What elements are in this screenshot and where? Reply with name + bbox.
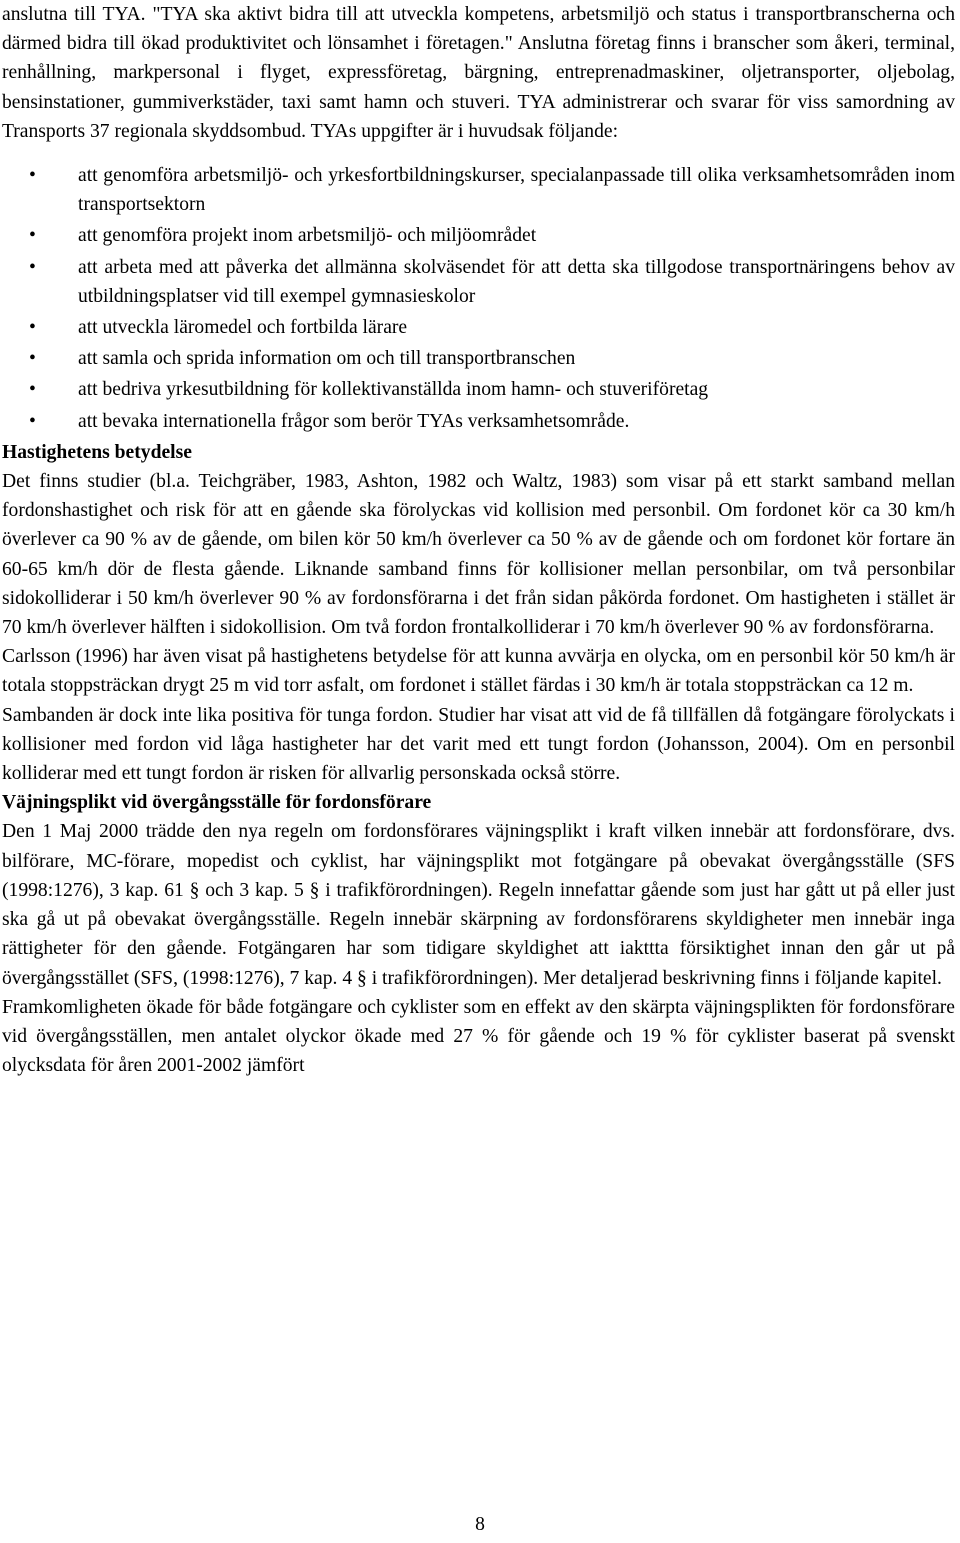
list-item-text: att genomföra arbetsmiljö- och yrkesfortbildningskurser, specialanpassade till olika verksamhetsområden inom transportsektorn — [78, 165, 955, 216]
list-item — [2, 161, 955, 219]
speed-paragraph-3: Sambanden är dock inte lika positiva för tunga fordon. Studier har visat att vid de få tillfällen då fotgängare förolyckats i kollisioner med fordon vid låga hastigheter har det varit med ett tungt fordon (Johansson, 2004). Om en personbil kolliderar med ett tungt fordon är risken för allvarlig personskada också större. — [2, 704, 955, 785]
speed-paragraph-2: Carlsson (1996) har även visat på hastighetens betydelse för att kunna avvärja en olycka, om en personbil kör 50 km/h är totala stoppsträckan drygt 25 m vid torr asfalt, om fordonet i stället färdas i 30 km/h är totala stoppsträckan ca 12 m. — [2, 646, 955, 697]
list-item — [2, 253, 955, 311]
bullet-icon: • — [29, 225, 36, 247]
document-page — [2, 0, 955, 1080]
bullet-icon: • — [29, 410, 36, 432]
list-item-text: att bevaka internationella frågor som berör TYAs verksamhetsområde. — [78, 410, 630, 432]
page-number: 8 — [475, 1514, 485, 1535]
list-item — [2, 313, 955, 342]
yield-paragraph-1: Den 1 Maj 2000 trädde den nya regeln om fordonsförares väjningsplikt i kraft vilken innebär att fordonsförare, dvs. bilförare, MC-förare, mopedist och cyklist, har väjningsplikt mot fotgängare på obevakat övergångsställe (SFS (1998:1276), 3 kap. 61 § och 3 kap. 5 § i trafikförordningen). Regeln innefattar gående som just har gått ut på eller just ska gå ut på obevakat övergångsställe. Regeln innebär skärpning av fordonsförarens skyldigheter men innebär inga rättigheter för den gående. Fotgängaren har som tidigare skyldighet att iakttta försiktighet innan den går ut på övergångsstället (SFS, (1998:1276), 7 kap. 4 § i trafikförordningen). Mer detaljerad beskrivning finns i följande kapitel. — [2, 821, 955, 989]
list-item — [2, 344, 955, 373]
speed-paragraph-1: Det finns studier (bl.a. Teichgräber, 1983, Ashton, 1982 och Waltz, 1983) som visar på ett starkt samband mellan fordonshastighet och risk för att en gående ska förolyckas vid kollision med personbil. Om fordonet kör ca 30 km/h överlever ca 90 % av de gående, om bilen kör 50 km/h överlever ca 50 % av de gående och om fordonet kör fortare än 60-65 km/h dör de flesta gående. Liknande samband finns för kollisioner mellan personbilar, om två personbilar sidokolliderar i 50 km/h överlever 90 % av fordonsförarna i det från sidan påkörda fordonet. Om hastigheten i stället är 70 km/h överlever hälften i sidokollision. Om två fordon frontalkolliderar i 70 km/h överlever 90 % av fordonsförarna. — [2, 471, 955, 639]
yield-paragraph-2: Framkomligheten ökade för både fotgängare och cyklister som en effekt av den skärpta väjningsplikten för fordonsförare vid övergångsställen, men antalet olyckor ökade med 27 % för gående och 19 % för cyklister baserat på svenskt olycksdata för åren 2001-2002 jämfört — [2, 996, 955, 1077]
list-item-text: att arbeta med att påverka det allmänna skolväsendet för att detta ska tillgodose transportnäringens behov av utbildningsplatser vid till exempel gymnasieskolor — [78, 256, 955, 307]
intro-paragraph: anslutna till TYA. "TYA ska aktivt bidra till att utveckla kompetens, arbetsmiljö och status i transportbranscherna och därmed bidra till ökad produktivitet och lönsamhet i företagen." Anslutna företag finns i branscher som åkeri, terminal, renhållning, markpersonal i flyget, expressföretag, bärgning, entreprenadmaskiner, oljetransporter, oljebolag, bensinstationer, gummiverkstäder, taxi samt hamn och stuveri. TYA administrerar och svarar för viss samordning av Transports 37 regionala skyddsombud. TYAs uppgifter är i huvudsak följande: — [2, 4, 955, 142]
bullet-icon: • — [29, 256, 36, 278]
list-item-text: att utveckla läromedel och fortbilda lärare — [78, 317, 408, 339]
bullet-icon: • — [29, 348, 36, 370]
list-item — [2, 375, 955, 404]
list-item-text: att bedriva yrkesutbildning för kollektivanställda inom hamn- och stuveriföretag — [78, 379, 709, 401]
bullet-icon: • — [29, 317, 36, 339]
list-item-text: att samla och sprida information om och till transportbranschen — [78, 348, 576, 370]
bullet-icon: • — [29, 379, 36, 401]
task-list — [2, 161, 955, 436]
bullet-icon: • — [29, 165, 36, 187]
list-item — [2, 221, 955, 250]
list-item-text: att genomföra projekt inom arbetsmiljö- och miljöområdet — [78, 225, 537, 247]
section-heading-speed: Hastighetens betydelse — [2, 441, 192, 463]
list-item — [2, 407, 955, 436]
section-heading-yield: Väjningsplikt vid övergångsställe för fordonsförare — [2, 792, 432, 814]
